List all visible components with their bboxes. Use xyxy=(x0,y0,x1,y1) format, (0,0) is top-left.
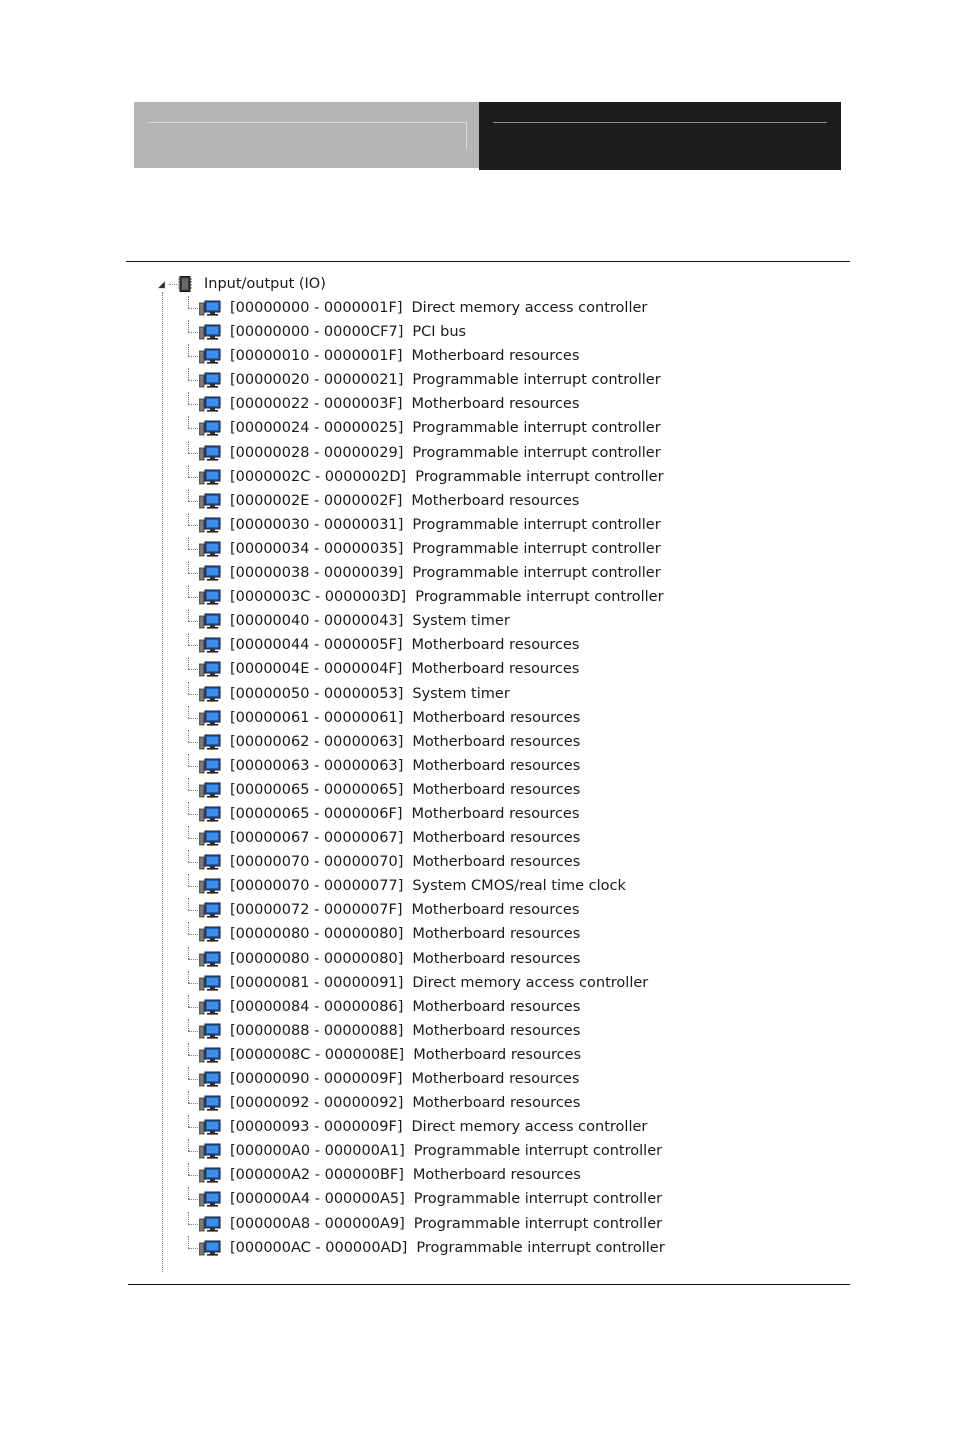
tree-connector xyxy=(169,284,177,285)
device-monitor-icon xyxy=(199,565,221,581)
tree-item-label xyxy=(230,1091,580,1115)
tree-item[interactable] xyxy=(155,1163,855,1187)
tree-connector xyxy=(188,995,189,1007)
tree-connector xyxy=(188,416,189,428)
tree-root-input-output[interactable] xyxy=(155,272,855,296)
device-name: Direct memory access controller xyxy=(411,300,648,316)
tree-item-label xyxy=(230,682,510,706)
device-monitor-icon xyxy=(199,734,221,750)
tree-item[interactable] xyxy=(155,657,855,681)
io-range: [00000020 - 00000021] xyxy=(230,372,404,389)
tree-item-label xyxy=(230,898,579,922)
tree-item-label xyxy=(230,537,661,561)
tree-item[interactable] xyxy=(155,1091,855,1115)
device-name: Motherboard resources xyxy=(411,805,580,822)
io-range: [00000081 - 00000091] xyxy=(230,974,404,991)
device-name: Motherboard resources xyxy=(412,781,581,798)
tree-item-label xyxy=(230,1043,581,1067)
tree-item-label xyxy=(230,706,580,730)
device-name: Programmable interrupt controller xyxy=(415,589,664,606)
io-range: [000000A2 - 000000BF] xyxy=(230,1167,404,1184)
io-range: [0000008C - 0000008E] xyxy=(230,1046,405,1063)
device-monitor-icon xyxy=(199,782,221,798)
tree-connector xyxy=(188,392,189,404)
device-monitor-icon xyxy=(199,300,221,316)
device-monitor-icon xyxy=(199,1119,221,1135)
tree-connector xyxy=(188,947,189,959)
device-monitor-icon xyxy=(199,1095,221,1111)
device-name: Programmable interrupt controller xyxy=(413,1143,663,1160)
tree-connector xyxy=(188,922,189,934)
device-name: Programmable interrupt controller xyxy=(413,1191,663,1208)
io-range: [00000040 - 00000043] xyxy=(230,613,404,630)
io-range: [00000000 - 0000001F] xyxy=(230,300,403,316)
io-range: [00000065 - 0000006F] xyxy=(230,805,403,822)
tree-item[interactable] xyxy=(155,1187,855,1211)
io-range: [00000067 - 00000067] xyxy=(230,830,404,847)
tree-item[interactable] xyxy=(155,465,855,489)
tree-item[interactable] xyxy=(155,489,855,513)
device-name: Motherboard resources xyxy=(412,854,581,871)
tree-item-label xyxy=(230,1187,662,1211)
tree-connector xyxy=(188,1115,189,1127)
header-left-band xyxy=(134,102,479,168)
tree-item-label xyxy=(230,1212,662,1236)
tree-children xyxy=(155,296,855,1260)
device-name: Programmable interrupt controller xyxy=(412,372,661,389)
tree-item-label xyxy=(230,1139,662,1163)
device-name: Motherboard resources xyxy=(413,1046,582,1063)
device-monitor-icon xyxy=(199,613,221,629)
header-right-band xyxy=(479,102,841,170)
tree-item-label xyxy=(230,441,661,465)
tree-item[interactable] xyxy=(155,706,855,730)
io-range: [000000A0 - 000000A1] xyxy=(230,1143,405,1160)
tree-connector xyxy=(188,585,189,597)
io-range: [00000062 - 00000063] xyxy=(230,733,404,750)
device-name: System timer xyxy=(412,685,510,702)
tree-connector xyxy=(188,1067,189,1079)
tree-connector xyxy=(188,730,189,742)
tree-item[interactable] xyxy=(155,392,855,416)
tree-item-label xyxy=(230,826,580,850)
io-range: [0000004E - 0000004F] xyxy=(230,661,403,678)
tree-connector xyxy=(188,850,189,862)
io-range: [00000010 - 0000001F] xyxy=(230,348,403,365)
device-name: Motherboard resources xyxy=(411,348,580,365)
tree-item[interactable] xyxy=(155,922,855,946)
device-name: Motherboard resources xyxy=(412,757,581,774)
device-name: Motherboard resources xyxy=(412,830,581,847)
io-range: [000000AC - 000000AD] xyxy=(230,1239,408,1256)
device-name: Motherboard resources xyxy=(411,1071,580,1087)
tree-item-label xyxy=(230,633,579,657)
tree-connector xyxy=(188,1091,189,1103)
tree-item[interactable] xyxy=(155,995,855,1019)
chip-icon xyxy=(178,276,192,292)
device-monitor-icon xyxy=(199,854,221,870)
tree-item-label xyxy=(230,513,661,537)
io-range: [00000028 - 00000029] xyxy=(230,444,404,461)
tree-item-label xyxy=(230,922,580,946)
io-range: [00000088 - 00000088] xyxy=(230,1022,404,1039)
device-monitor-icon xyxy=(199,1216,221,1232)
top-divider xyxy=(126,261,850,262)
tree-item[interactable] xyxy=(155,585,855,609)
device-name: Programmable interrupt controller xyxy=(412,420,661,437)
device-monitor-icon xyxy=(199,1047,221,1063)
tree-connector xyxy=(188,898,189,910)
header-right-rule xyxy=(493,122,827,123)
tree-connector xyxy=(188,1212,189,1224)
tree-connector xyxy=(188,971,189,983)
io-range: [0000003C - 0000003D] xyxy=(230,589,407,606)
tree-connector xyxy=(188,441,189,453)
device-name: System timer xyxy=(412,613,510,630)
tree-item-label xyxy=(230,465,664,489)
tree-connector xyxy=(188,1187,189,1199)
tree-item[interactable] xyxy=(155,344,855,368)
device-monitor-icon xyxy=(199,396,221,412)
io-range: [00000044 - 0000005F] xyxy=(230,637,403,654)
tree-item[interactable] xyxy=(155,947,855,971)
device-monitor-icon xyxy=(199,1023,221,1039)
tree-item[interactable] xyxy=(155,368,855,392)
tree-item-label xyxy=(230,392,579,416)
device-name: Motherboard resources xyxy=(411,396,580,413)
io-range: [00000030 - 00000031] xyxy=(230,516,404,533)
device-name: Motherboard resources xyxy=(412,1022,581,1039)
io-range: [00000092 - 00000092] xyxy=(230,1095,404,1112)
device-monitor-icon xyxy=(199,830,221,846)
tree-item-label xyxy=(230,657,579,681)
device-name: Motherboard resources xyxy=(412,733,581,750)
tree-connector xyxy=(188,1019,189,1031)
device-name: Programmable interrupt controller xyxy=(413,1215,663,1232)
device-name: Motherboard resources xyxy=(411,637,580,654)
device-name: Direct memory access controller xyxy=(411,1119,648,1136)
io-range: [0000002E - 0000002F] xyxy=(230,492,403,509)
device-name: Programmable interrupt controller xyxy=(412,565,661,582)
tree-item-label xyxy=(230,947,580,971)
tree-item-label xyxy=(230,489,579,513)
tree-item[interactable] xyxy=(155,561,855,585)
io-range: [00000022 - 0000003F] xyxy=(230,396,403,413)
tree-item-label xyxy=(230,971,648,995)
tree-item-label xyxy=(230,561,661,585)
tree-item[interactable] xyxy=(155,1043,855,1067)
io-range: [00000061 - 00000061] xyxy=(230,709,404,726)
device-monitor-icon xyxy=(199,999,221,1015)
device-name: Motherboard resources xyxy=(412,998,581,1015)
device-monitor-icon xyxy=(199,710,221,726)
tree-connector xyxy=(188,344,189,356)
tree-item-label xyxy=(230,850,580,874)
io-range: [0000002C - 0000002D] xyxy=(230,468,407,485)
device-name: Programmable interrupt controller xyxy=(412,444,661,461)
tree-item[interactable] xyxy=(155,441,855,465)
device-name: Motherboard resources xyxy=(412,709,581,726)
device-name: System CMOS/real time clock xyxy=(412,878,626,895)
tree-item-label xyxy=(230,754,580,778)
tree-item[interactable] xyxy=(155,778,855,802)
tree-connector xyxy=(188,513,189,525)
tree-item[interactable] xyxy=(155,633,855,657)
tree-item[interactable] xyxy=(155,320,855,344)
tree-connector xyxy=(188,368,189,380)
device-name: Motherboard resources xyxy=(412,950,581,967)
tree-item[interactable] xyxy=(155,802,855,826)
tree-item[interactable] xyxy=(155,730,855,754)
tree-item-label xyxy=(230,1236,665,1260)
device-name: Motherboard resources xyxy=(412,926,581,943)
tree-item-label xyxy=(230,609,510,633)
tree-item[interactable] xyxy=(155,874,855,898)
device-monitor-icon xyxy=(199,1191,221,1207)
device-monitor-icon xyxy=(199,469,221,485)
device-monitor-icon xyxy=(199,324,221,340)
device-monitor-icon xyxy=(199,686,221,702)
tree-connector xyxy=(188,682,189,694)
io-range: [00000070 - 00000070] xyxy=(230,854,404,871)
tree-root-label: Input/output (IO) xyxy=(204,276,326,292)
device-monitor-icon xyxy=(199,1240,221,1256)
tree-connector xyxy=(188,320,189,332)
tree-connector xyxy=(188,754,189,766)
device-name: Motherboard resources xyxy=(412,1167,581,1184)
tree-connector xyxy=(188,874,189,886)
tree-item[interactable] xyxy=(155,682,855,706)
tree-item-label xyxy=(230,1115,647,1139)
tree-connector xyxy=(188,296,189,308)
io-range: [00000034 - 00000035] xyxy=(230,540,404,557)
tree-connector xyxy=(188,561,189,573)
tree-item[interactable] xyxy=(155,1115,855,1139)
io-range: [000000A4 - 000000A5] xyxy=(230,1191,405,1208)
io-range: [00000038 - 00000039] xyxy=(230,565,404,582)
device-monitor-icon xyxy=(199,806,221,822)
io-range: [00000072 - 0000007F] xyxy=(230,902,403,919)
tree-item[interactable] xyxy=(155,513,855,537)
tree-connector xyxy=(188,826,189,838)
tree-item-label xyxy=(230,1067,579,1091)
device-name: Programmable interrupt controller xyxy=(412,516,661,533)
device-name: Motherboard resources xyxy=(412,1095,581,1112)
device-monitor-icon xyxy=(199,878,221,894)
device-monitor-icon xyxy=(199,445,221,461)
device-monitor-icon xyxy=(199,541,221,557)
tree-item-label xyxy=(230,585,664,609)
tree-item[interactable] xyxy=(155,1139,855,1163)
expanded-triangle-icon[interactable]: ◢ xyxy=(158,280,165,290)
tree-connector xyxy=(188,537,189,549)
io-range: [00000024 - 00000025] xyxy=(230,420,404,437)
tree-item-label xyxy=(230,296,647,320)
device-monitor-icon xyxy=(199,1071,221,1087)
io-range: [00000084 - 00000086] xyxy=(230,998,404,1015)
header-left-rule xyxy=(148,122,467,149)
device-monitor-icon xyxy=(199,1167,221,1183)
device-name: Motherboard resources xyxy=(411,902,580,919)
tree-item[interactable] xyxy=(155,1236,855,1260)
device-monitor-icon xyxy=(199,1143,221,1159)
device-name: Programmable interrupt controller xyxy=(412,540,661,557)
tree-item-label xyxy=(230,416,661,440)
tree-item[interactable] xyxy=(155,537,855,561)
tree-connector xyxy=(188,778,189,790)
device-monitor-icon xyxy=(199,420,221,436)
tree-connector xyxy=(188,1236,189,1248)
tree-item[interactable] xyxy=(155,1067,855,1091)
device-monitor-icon xyxy=(199,517,221,533)
device-monitor-icon xyxy=(199,758,221,774)
tree-item[interactable] xyxy=(155,826,855,850)
device-name: Programmable interrupt controller xyxy=(416,1239,665,1256)
device-tree xyxy=(155,272,855,1260)
device-monitor-icon xyxy=(199,951,221,967)
device-name: PCI bus xyxy=(412,324,467,341)
device-monitor-icon xyxy=(199,661,221,677)
tree-item-label xyxy=(230,344,579,368)
tree-item-label xyxy=(230,778,580,802)
io-range: [00000050 - 00000053] xyxy=(230,685,404,702)
tree-item-label xyxy=(230,874,626,898)
io-range: [00000080 - 00000080] xyxy=(230,926,404,943)
tree-item[interactable] xyxy=(155,609,855,633)
tree-connector xyxy=(188,657,189,669)
device-name: Motherboard resources xyxy=(411,492,580,509)
tree-item[interactable] xyxy=(155,898,855,922)
tree-connector xyxy=(188,706,189,718)
tree-item-label xyxy=(230,730,580,754)
io-range: [00000065 - 00000065] xyxy=(230,781,404,798)
tree-item[interactable] xyxy=(155,1212,855,1236)
device-name: Programmable interrupt controller xyxy=(415,468,664,485)
bottom-divider xyxy=(128,1284,850,1285)
tree-connector xyxy=(188,802,189,814)
device-monitor-icon xyxy=(199,926,221,942)
device-name: Motherboard resources xyxy=(411,661,580,678)
tree-item-label xyxy=(230,1019,580,1043)
device-monitor-icon xyxy=(199,589,221,605)
device-monitor-icon xyxy=(199,637,221,653)
tree-item-label xyxy=(230,320,466,344)
tree-item[interactable] xyxy=(155,754,855,778)
tree-item-label xyxy=(230,802,579,826)
tree-connector xyxy=(188,1139,189,1151)
io-range: [00000090 - 0000009F] xyxy=(230,1071,403,1087)
tree-item[interactable] xyxy=(155,850,855,874)
device-monitor-icon xyxy=(199,372,221,388)
device-monitor-icon xyxy=(199,348,221,364)
device-name: Direct memory access controller xyxy=(412,974,649,991)
tree-item[interactable] xyxy=(155,1019,855,1043)
device-monitor-icon xyxy=(199,902,221,918)
tree-item-label xyxy=(230,995,580,1019)
tree-connector xyxy=(188,1163,189,1175)
tree-item[interactable] xyxy=(155,296,855,320)
tree-item-label xyxy=(230,1163,581,1187)
io-range: [00000063 - 00000063] xyxy=(230,757,404,774)
io-range: [00000070 - 00000077] xyxy=(230,878,404,895)
tree-connector xyxy=(188,465,189,477)
tree-connector xyxy=(188,609,189,621)
tree-item[interactable] xyxy=(155,971,855,995)
io-range: [000000A8 - 000000A9] xyxy=(230,1215,405,1232)
io-range: [00000093 - 0000009F] xyxy=(230,1119,403,1136)
tree-connector xyxy=(188,633,189,645)
device-monitor-icon xyxy=(199,975,221,991)
device-monitor-icon xyxy=(199,493,221,509)
tree-item[interactable] xyxy=(155,416,855,440)
io-range: [00000080 - 00000080] xyxy=(230,950,404,967)
tree-item-label xyxy=(230,368,661,392)
io-range: [00000000 - 00000CF7] xyxy=(230,324,404,341)
tree-connector xyxy=(188,1043,189,1055)
tree-connector xyxy=(188,489,189,501)
